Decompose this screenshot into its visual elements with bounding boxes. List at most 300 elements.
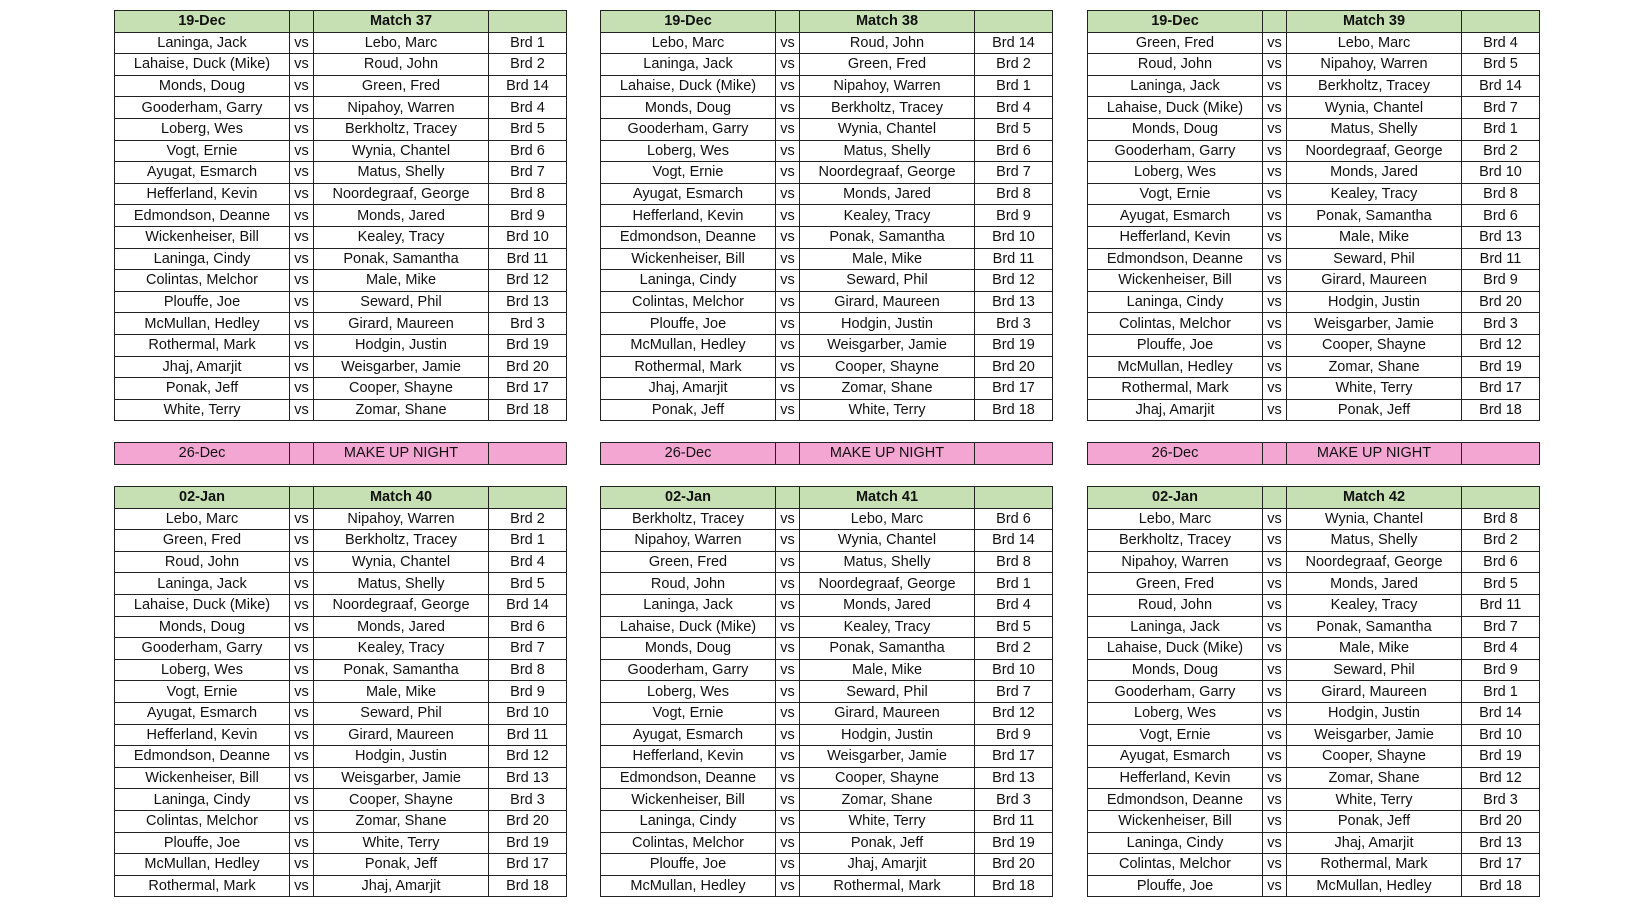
- pairing-row: [601, 724, 1053, 746]
- player-right: Jhaj, Amarjit: [314, 875, 489, 897]
- board-number: Brd 7: [975, 681, 1053, 703]
- player-right: Hodgin, Justin: [800, 313, 975, 335]
- player-right: Berkholtz, Tracey: [1287, 75, 1462, 97]
- player-left: Laninga, Cindy: [115, 248, 290, 270]
- vs-label: vs: [290, 854, 314, 876]
- vs-label: vs: [1263, 832, 1287, 854]
- player-left: Lahaise, Duck (Mike): [1088, 97, 1263, 119]
- board-number: Brd 19: [1462, 746, 1540, 768]
- player-left: Roud, John: [1088, 54, 1263, 76]
- player-right: Hodgin, Justin: [1287, 702, 1462, 724]
- player-right: Girard, Maureen: [1287, 270, 1462, 292]
- pairing-row: [1088, 767, 1540, 789]
- vs-label: vs: [776, 789, 800, 811]
- pairing-row: [115, 356, 567, 378]
- pairing-row: [1088, 399, 1540, 421]
- vs-label: vs: [290, 313, 314, 335]
- player-left: Rothermal, Mark: [1088, 378, 1263, 400]
- pairing-row: [115, 854, 567, 876]
- vs-label: vs: [1263, 702, 1287, 724]
- pairing-row: [115, 183, 567, 205]
- pairing-row: [601, 530, 1053, 552]
- pairing-row: [115, 378, 567, 400]
- player-right: Lebo, Marc: [800, 508, 975, 530]
- board-number: Brd 3: [1462, 789, 1540, 811]
- pairing-row: [601, 378, 1053, 400]
- pairing-row: [601, 356, 1053, 378]
- pairing-row: [115, 75, 567, 97]
- makeup-night-bar: [1087, 442, 1540, 465]
- player-left: Edmondson, Deanne: [1088, 248, 1263, 270]
- board-number: Brd 5: [975, 616, 1053, 638]
- player-left: Monds, Doug: [601, 97, 776, 119]
- vs-label: vs: [290, 118, 314, 140]
- vs-label: vs: [776, 551, 800, 573]
- player-right: Lebo, Marc: [314, 32, 489, 54]
- vs-label: vs: [290, 810, 314, 832]
- player-left: Colintas, Melchor: [601, 291, 776, 313]
- player-right: Monds, Jared: [1287, 162, 1462, 184]
- vs-label: vs: [290, 140, 314, 162]
- vs-label: vs: [290, 378, 314, 400]
- pairing-row: [1088, 226, 1540, 248]
- board-number: Brd 11: [489, 248, 567, 270]
- vs-label: vs: [776, 291, 800, 313]
- player-left: Colintas, Melchor: [115, 810, 290, 832]
- player-right: Male, Mike: [314, 270, 489, 292]
- vs-label: vs: [290, 356, 314, 378]
- pairing-row: [601, 832, 1053, 854]
- player-right: Weisgarber, Jamie: [314, 767, 489, 789]
- player-right: Wynia, Chantel: [800, 118, 975, 140]
- board-number: Brd 8: [1462, 508, 1540, 530]
- pairing-row: [115, 32, 567, 54]
- pairing-row: [601, 226, 1053, 248]
- makeup-label: MAKE UP NIGHT: [800, 443, 975, 465]
- board-number: Brd 17: [489, 854, 567, 876]
- match-table: [600, 486, 1053, 897]
- player-right: Matus, Shelly: [800, 551, 975, 573]
- board-number: Brd 9: [489, 205, 567, 227]
- vs-label: vs: [776, 270, 800, 292]
- header-spacer: [489, 11, 567, 33]
- player-left: Green, Fred: [1088, 573, 1263, 595]
- player-right: Nipahoy, Warren: [800, 75, 975, 97]
- board-number: Brd 7: [489, 162, 567, 184]
- player-right: Matus, Shelly: [800, 140, 975, 162]
- pairing-row: [115, 205, 567, 227]
- pairing-row: [1088, 205, 1540, 227]
- player-right: Cooper, Shayne: [314, 378, 489, 400]
- player-right: Kealey, Tracy: [800, 205, 975, 227]
- pairing-row: [115, 226, 567, 248]
- match-date: 19-Dec: [115, 11, 290, 33]
- player-right: Zomar, Shane: [800, 789, 975, 811]
- vs-label: vs: [290, 291, 314, 313]
- board-number: Brd 6: [975, 140, 1053, 162]
- player-right: Hodgin, Justin: [800, 724, 975, 746]
- player-left: Edmondson, Deanne: [1088, 789, 1263, 811]
- vs-label: vs: [290, 97, 314, 119]
- player-right: Kealey, Tracy: [314, 638, 489, 660]
- board-number: Brd 1: [975, 573, 1053, 595]
- player-left: Monds, Doug: [1088, 118, 1263, 140]
- vs-label: vs: [290, 75, 314, 97]
- board-number: Brd 11: [1462, 248, 1540, 270]
- board-number: Brd 17: [1462, 378, 1540, 400]
- board-number: Brd 2: [489, 54, 567, 76]
- player-right: Ponak, Jeff: [800, 832, 975, 854]
- player-right: Noordegraaf, George: [1287, 140, 1462, 162]
- player-left: Laninga, Cindy: [115, 789, 290, 811]
- pairing-row: [1088, 724, 1540, 746]
- player-right: White, Terry: [800, 810, 975, 832]
- player-left: Lahaise, Duck (Mike): [601, 75, 776, 97]
- player-left: Rothermal, Mark: [601, 356, 776, 378]
- board-number: Brd 8: [975, 551, 1053, 573]
- board-number: Brd 18: [1462, 875, 1540, 897]
- player-right: Ponak, Samantha: [314, 659, 489, 681]
- makeup-spacer: [776, 443, 800, 465]
- board-number: Brd 18: [975, 399, 1053, 421]
- board-number: Brd 8: [1462, 183, 1540, 205]
- makeup-spacer: [290, 443, 314, 465]
- player-left: Roud, John: [1088, 594, 1263, 616]
- player-right: White, Terry: [1287, 789, 1462, 811]
- match-table: [1087, 10, 1540, 421]
- match-table: [114, 486, 567, 897]
- player-right: Ponak, Jeff: [1287, 399, 1462, 421]
- player-right: Noordegraaf, George: [800, 162, 975, 184]
- player-left: McMullan, Hedley: [601, 875, 776, 897]
- player-left: Vogt, Ernie: [601, 702, 776, 724]
- vs-label: vs: [1263, 767, 1287, 789]
- pairing-row: [601, 854, 1053, 876]
- vs-label: vs: [1263, 508, 1287, 530]
- player-right: Ponak, Jeff: [1287, 810, 1462, 832]
- pairing-row: [115, 789, 567, 811]
- pairing-row: [115, 616, 567, 638]
- player-left: Loberg, Wes: [601, 140, 776, 162]
- makeup-night-bar: [600, 442, 1053, 465]
- match-number: Match 42: [1287, 487, 1462, 509]
- player-left: White, Terry: [115, 399, 290, 421]
- vs-label: vs: [290, 659, 314, 681]
- pairing-row: [115, 118, 567, 140]
- player-left: Laninga, Cindy: [1088, 832, 1263, 854]
- header-spacer: [975, 11, 1053, 33]
- player-right: White, Terry: [800, 399, 975, 421]
- player-left: Green, Fred: [115, 530, 290, 552]
- player-right: Wynia, Chantel: [314, 140, 489, 162]
- player-left: McMullan, Hedley: [601, 334, 776, 356]
- player-left: Edmondson, Deanne: [115, 205, 290, 227]
- board-number: Brd 7: [489, 638, 567, 660]
- header-spacer: [290, 487, 314, 509]
- player-right: Noordegraaf, George: [314, 183, 489, 205]
- player-left: Laninga, Jack: [1088, 75, 1263, 97]
- vs-label: vs: [1263, 659, 1287, 681]
- player-left: Plouffe, Joe: [1088, 334, 1263, 356]
- vs-label: vs: [776, 54, 800, 76]
- pairing-row: [115, 594, 567, 616]
- player-left: Rothermal, Mark: [115, 875, 290, 897]
- match-table: [114, 10, 567, 421]
- match-number: Match 39: [1287, 11, 1462, 33]
- player-left: McMullan, Hedley: [1088, 356, 1263, 378]
- board-number: Brd 8: [489, 183, 567, 205]
- player-right: Monds, Jared: [800, 594, 975, 616]
- board-number: Brd 13: [975, 291, 1053, 313]
- vs-label: vs: [1263, 854, 1287, 876]
- player-left: McMullan, Hedley: [115, 854, 290, 876]
- pairing-row: [601, 313, 1053, 335]
- board-number: Brd 20: [489, 810, 567, 832]
- board-number: Brd 7: [1462, 97, 1540, 119]
- pairing-row: [601, 54, 1053, 76]
- player-right: Matus, Shelly: [1287, 118, 1462, 140]
- player-right: Girard, Maureen: [800, 702, 975, 724]
- vs-label: vs: [776, 75, 800, 97]
- pairing-row: [601, 659, 1053, 681]
- vs-label: vs: [776, 832, 800, 854]
- pairing-row: [1088, 789, 1540, 811]
- board-number: Brd 10: [489, 702, 567, 724]
- vs-label: vs: [776, 724, 800, 746]
- vs-label: vs: [776, 183, 800, 205]
- player-left: Gooderham, Garry: [601, 118, 776, 140]
- player-left: Lahaise, Duck (Mike): [115, 54, 290, 76]
- makeup-spacer: [489, 443, 567, 465]
- vs-label: vs: [1263, 378, 1287, 400]
- makeup-spacer: [975, 443, 1053, 465]
- pairing-row: [1088, 183, 1540, 205]
- pairing-row: [601, 248, 1053, 270]
- board-number: Brd 4: [975, 594, 1053, 616]
- board-number: Brd 8: [489, 659, 567, 681]
- player-left: Plouffe, Joe: [601, 313, 776, 335]
- player-right: Hodgin, Justin: [314, 334, 489, 356]
- header-spacer: [776, 11, 800, 33]
- pairing-row: [601, 399, 1053, 421]
- player-right: Monds, Jared: [1287, 573, 1462, 595]
- board-number: Brd 6: [489, 616, 567, 638]
- match-header-row: [1088, 11, 1540, 33]
- board-number: Brd 18: [975, 875, 1053, 897]
- player-right: Noordegraaf, George: [1287, 551, 1462, 573]
- pairing-row: [601, 205, 1053, 227]
- player-right: Green, Fred: [314, 75, 489, 97]
- board-number: Brd 18: [489, 399, 567, 421]
- vs-label: vs: [290, 530, 314, 552]
- pairing-row: [1088, 551, 1540, 573]
- pairing-row: [1088, 702, 1540, 724]
- board-number: Brd 5: [489, 573, 567, 595]
- player-left: Wickenheiser, Bill: [115, 226, 290, 248]
- board-number: Brd 4: [489, 551, 567, 573]
- vs-label: vs: [776, 767, 800, 789]
- pairing-row: [1088, 334, 1540, 356]
- pairing-row: [115, 724, 567, 746]
- player-right: Jhaj, Amarjit: [1287, 832, 1462, 854]
- match-number: Match 40: [314, 487, 489, 509]
- player-right: Weisgarber, Jamie: [314, 356, 489, 378]
- player-left: Plouffe, Joe: [115, 832, 290, 854]
- vs-label: vs: [1263, 75, 1287, 97]
- player-right: Kealey, Tracy: [1287, 183, 1462, 205]
- pairing-row: [1088, 854, 1540, 876]
- board-number: Brd 2: [1462, 530, 1540, 552]
- vs-label: vs: [290, 551, 314, 573]
- board-number: Brd 1: [489, 32, 567, 54]
- player-right: Matus, Shelly: [314, 162, 489, 184]
- player-left: Vogt, Ernie: [601, 162, 776, 184]
- player-left: Vogt, Ernie: [1088, 724, 1263, 746]
- player-left: Hefferland, Kevin: [115, 183, 290, 205]
- board-number: Brd 2: [1462, 140, 1540, 162]
- board-number: Brd 4: [489, 97, 567, 119]
- match-number: Match 37: [314, 11, 489, 33]
- player-right: McMullan, Hedley: [1287, 875, 1462, 897]
- match-date: 02-Jan: [601, 487, 776, 509]
- vs-label: vs: [776, 530, 800, 552]
- board-number: Brd 7: [975, 162, 1053, 184]
- board-number: Brd 6: [1462, 551, 1540, 573]
- player-left: Roud, John: [115, 551, 290, 573]
- player-left: Rothermal, Mark: [115, 334, 290, 356]
- player-left: Lebo, Marc: [601, 32, 776, 54]
- player-right: Cooper, Shayne: [1287, 334, 1462, 356]
- board-number: Brd 13: [489, 767, 567, 789]
- vs-label: vs: [290, 832, 314, 854]
- pairing-row: [1088, 810, 1540, 832]
- board-number: Brd 20: [975, 356, 1053, 378]
- vs-label: vs: [290, 746, 314, 768]
- board-number: Brd 4: [975, 97, 1053, 119]
- board-number: Brd 9: [975, 205, 1053, 227]
- player-left: Edmondson, Deanne: [601, 226, 776, 248]
- pairing-row: [1088, 508, 1540, 530]
- player-right: Berkholtz, Tracey: [314, 530, 489, 552]
- board-number: Brd 12: [1462, 767, 1540, 789]
- player-right: Girard, Maureen: [314, 724, 489, 746]
- board-number: Brd 17: [975, 378, 1053, 400]
- pairing-row: [601, 334, 1053, 356]
- pairing-row: [115, 140, 567, 162]
- makeup-spacer: [1263, 443, 1287, 465]
- player-left: Nipahoy, Warren: [601, 530, 776, 552]
- pairing-row: [601, 810, 1053, 832]
- vs-label: vs: [1263, 681, 1287, 703]
- board-number: Brd 3: [489, 789, 567, 811]
- vs-label: vs: [776, 810, 800, 832]
- board-number: Brd 13: [489, 291, 567, 313]
- board-number: Brd 2: [975, 54, 1053, 76]
- player-left: Green, Fred: [601, 551, 776, 573]
- makeup-label: MAKE UP NIGHT: [314, 443, 489, 465]
- match-header-row: [1088, 487, 1540, 509]
- makeup-spacer: [1462, 443, 1540, 465]
- vs-label: vs: [776, 508, 800, 530]
- vs-label: vs: [290, 205, 314, 227]
- player-right: Male, Mike: [800, 659, 975, 681]
- pairing-row: [601, 270, 1053, 292]
- pairing-row: [601, 875, 1053, 897]
- vs-label: vs: [1263, 140, 1287, 162]
- player-right: Girard, Maureen: [800, 291, 975, 313]
- pairing-row: [1088, 313, 1540, 335]
- player-right: Seward, Phil: [1287, 248, 1462, 270]
- pairing-row: [1088, 616, 1540, 638]
- header-spacer: [975, 487, 1053, 509]
- pairing-row: [601, 75, 1053, 97]
- pairing-row: [1088, 378, 1540, 400]
- player-left: Vogt, Ernie: [115, 140, 290, 162]
- pairing-row: [601, 767, 1053, 789]
- player-left: Colintas, Melchor: [115, 270, 290, 292]
- player-left: Lebo, Marc: [1088, 508, 1263, 530]
- player-right: Roud, John: [314, 54, 489, 76]
- player-right: Male, Mike: [800, 248, 975, 270]
- pairing-row: [1088, 270, 1540, 292]
- match-header-row: [115, 11, 567, 33]
- pairing-row: [601, 32, 1053, 54]
- vs-label: vs: [290, 638, 314, 660]
- player-left: Ayugat, Esmarch: [601, 724, 776, 746]
- player-left: Hefferland, Kevin: [601, 205, 776, 227]
- header-spacer: [776, 487, 800, 509]
- match-number: Match 41: [800, 487, 975, 509]
- player-left: Roud, John: [601, 573, 776, 595]
- player-left: Wickenheiser, Bill: [115, 767, 290, 789]
- vs-label: vs: [1263, 313, 1287, 335]
- player-right: Ponak, Samantha: [800, 638, 975, 660]
- player-right: Nipahoy, Warren: [314, 97, 489, 119]
- board-number: Brd 14: [975, 530, 1053, 552]
- pairing-row: [115, 313, 567, 335]
- player-left: Plouffe, Joe: [1088, 875, 1263, 897]
- player-left: Monds, Doug: [601, 638, 776, 660]
- player-right: Weisgarber, Jamie: [800, 334, 975, 356]
- header-spacer: [1462, 11, 1540, 33]
- player-right: Seward, Phil: [800, 681, 975, 703]
- pairing-row: [1088, 162, 1540, 184]
- vs-label: vs: [776, 681, 800, 703]
- player-left: Lahaise, Duck (Mike): [601, 616, 776, 638]
- vs-label: vs: [290, 594, 314, 616]
- vs-label: vs: [290, 789, 314, 811]
- vs-label: vs: [1263, 248, 1287, 270]
- board-number: Brd 5: [1462, 54, 1540, 76]
- pairing-row: [601, 162, 1053, 184]
- player-right: Kealey, Tracy: [314, 226, 489, 248]
- player-right: Weisgarber, Jamie: [800, 746, 975, 768]
- vs-label: vs: [1263, 789, 1287, 811]
- pairing-row: [115, 702, 567, 724]
- header-spacer: [1263, 487, 1287, 509]
- player-left: Gooderham, Garry: [115, 638, 290, 660]
- player-left: Edmondson, Deanne: [601, 767, 776, 789]
- pairing-row: [601, 183, 1053, 205]
- board-number: Brd 4: [1462, 32, 1540, 54]
- board-number: Brd 8: [975, 183, 1053, 205]
- vs-label: vs: [290, 875, 314, 897]
- vs-label: vs: [776, 205, 800, 227]
- player-left: Laninga, Cindy: [601, 270, 776, 292]
- board-number: Brd 12: [489, 746, 567, 768]
- vs-label: vs: [1263, 226, 1287, 248]
- vs-label: vs: [290, 399, 314, 421]
